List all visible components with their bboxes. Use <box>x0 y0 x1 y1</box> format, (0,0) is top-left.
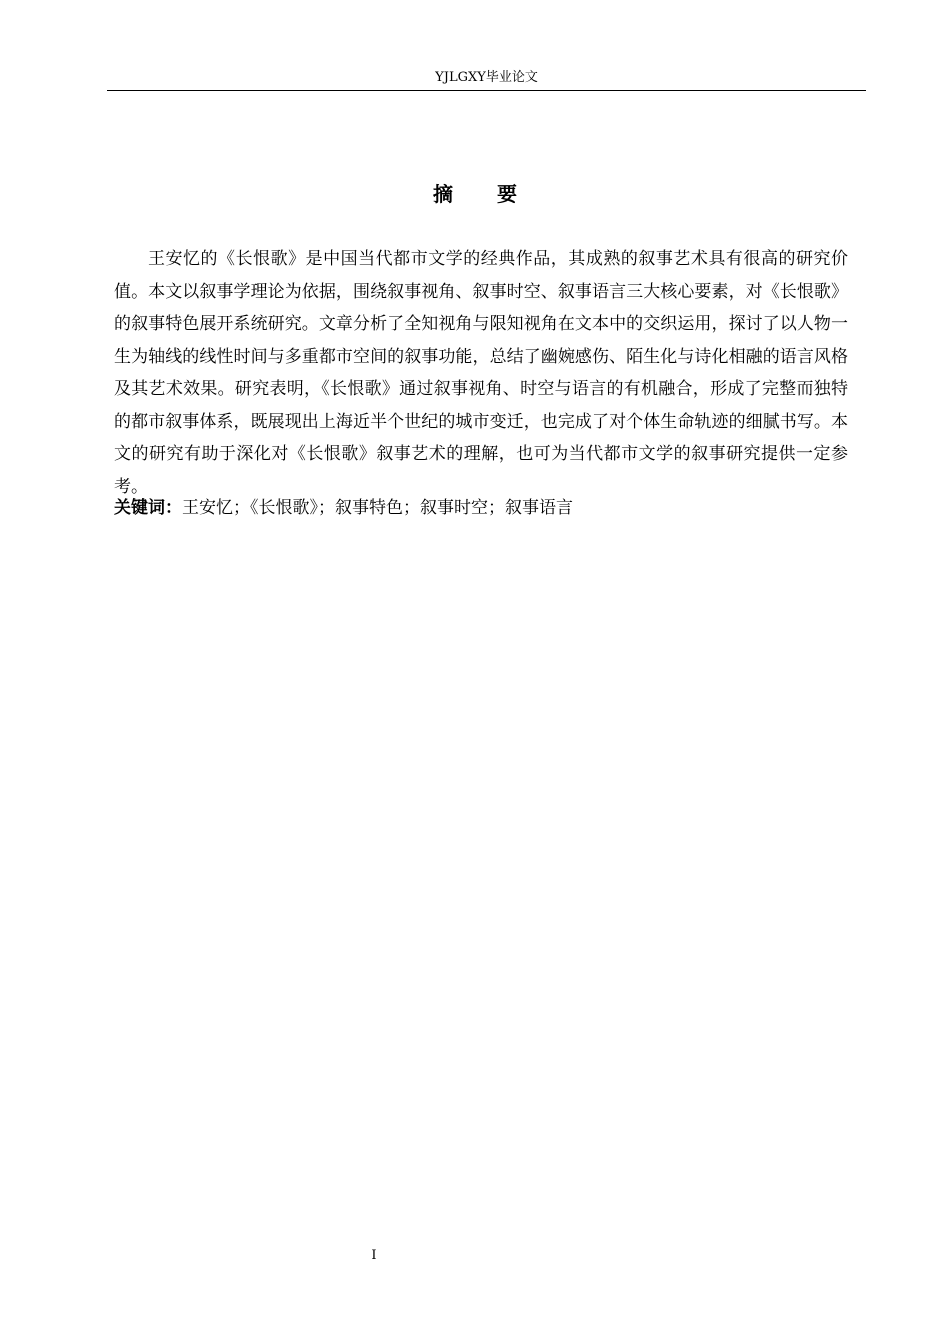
page-header <box>107 68 866 91</box>
header-text: YJLGXY毕业论文 <box>435 70 538 85</box>
page-number: I <box>371 1248 377 1263</box>
title-char-1: 摘 <box>433 182 453 206</box>
keywords-label: 关键词： <box>114 498 182 518</box>
keywords-line <box>114 494 848 522</box>
title-char-2: 要 <box>497 182 517 206</box>
abstract-title <box>0 176 950 212</box>
keywords-text: 王安忆；《长恨歌》；叙事特色；叙事时空；叙事语言 <box>182 498 573 518</box>
abstract-body: 王安忆的《长恨歌》是中国当代都市文学的经典作品，其成熟的叙事艺术具有很高的研究价值。本文以叙事学理论为依据，围绕叙事视角、叙事时空、叙事语言三大核心要素，对《长恨歌》的叙事特色展开系统研究。文章分析了全知视角与限知视角在文本中的交织运用，探讨了以人物一生为轴线的线性时间与多重都市空间的叙事功能，总结了幽婉感伤、陌生化与诗化相融的语言风格及其艺术效果。研究表明，《长恨歌》通过叙事视角、时空与语言的有机融合，形成了完整而独特的都市叙事体系，既展现出上海近半个世纪的城市变迁，也完成了对个体生命轨迹的细腻书写。本文的研究有助于深化对《长恨歌》叙事艺术的理解，也可为当代都市文学的叙事研究提供一定参考。 <box>114 249 848 497</box>
